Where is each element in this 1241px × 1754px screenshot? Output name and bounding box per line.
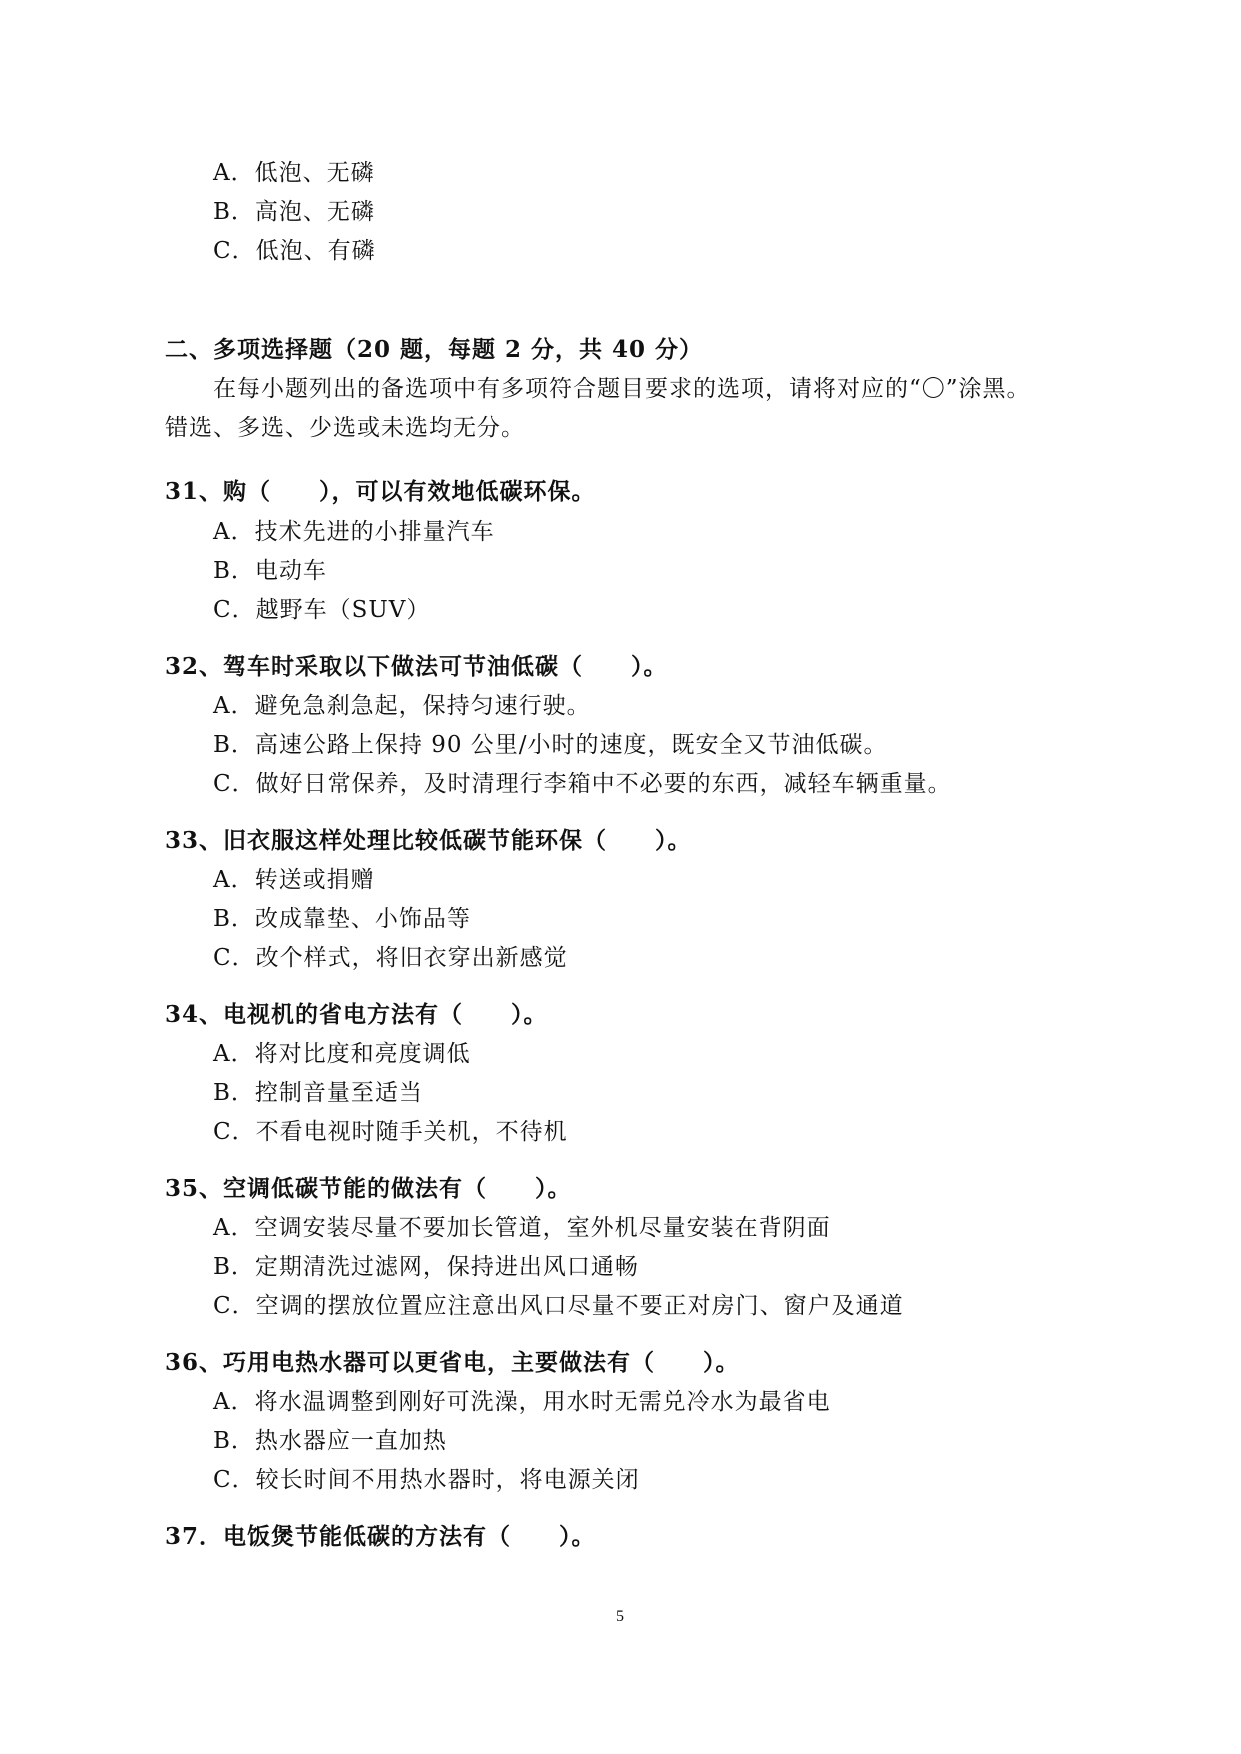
question-33-option-b: B．改成靠垫、小饰品等: [213, 906, 471, 932]
question-34-option-c: C．不看电视时随手关机，不待机: [213, 1119, 568, 1145]
question-34-option-b: B．控制音量至适当: [213, 1080, 423, 1106]
question-36: 36、巧用电热水器可以更省电，主要做法有（ ）。: [165, 1349, 740, 1376]
top-option-c: C．低泡、有磷: [213, 238, 376, 264]
section-heading: 二、多项选择题（20 题，每题 2 分，共 40 分）: [165, 336, 704, 363]
question-32: 32、驾车时采取以下做法可节油低碳（ ）。: [165, 653, 668, 680]
page-number: 5: [616, 1608, 624, 1625]
question-35: 35、空调低碳节能的做法有（ ）。: [165, 1175, 572, 1202]
question-31-option-c: C．越野车（SUV）: [213, 597, 431, 623]
question-33: 33、旧衣服这样处理比较低碳节能环保（ ）。: [165, 827, 692, 854]
question-35-option-a: A．空调安装尽量不要加长管道，室外机尽量安装在背阴面: [213, 1215, 831, 1241]
top-option-a: A．低泡、无磷: [213, 160, 375, 186]
question-31-option-b: B．电动车: [213, 558, 327, 584]
question-36-option-c: C．较长时间不用热水器时，将电源关闭: [213, 1467, 640, 1493]
question-31-option-a: A．技术先进的小排量汽车: [213, 519, 495, 545]
question-37: 37．电饭煲节能低碳的方法有（ ）。: [165, 1523, 596, 1550]
question-34-option-a: A．将对比度和亮度调低: [213, 1041, 471, 1067]
section-instruction-line2: 错选、多选、少选或未选均无分。: [165, 415, 525, 441]
question-35-option-c: C．空调的摆放位置应注意出风口尽量不要正对房门、窗户及通道: [213, 1293, 904, 1319]
question-34: 34、电视机的省电方法有（ ）。: [165, 1001, 548, 1028]
question-35-option-b: B．定期清洗过滤网，保持进出风口通畅: [213, 1254, 639, 1280]
question-32-option-b: B．高速公路上保持 90 公里/小时的速度，既安全又节油低碳。: [213, 732, 888, 758]
question-32-option-c: C．做好日常保养，及时清理行李箱中不必要的东西，减轻车辆重量。: [213, 771, 952, 797]
question-36-option-b: B．热水器应一直加热: [213, 1428, 447, 1454]
question-33-option-a: A．转送或捐赠: [213, 867, 375, 893]
section-instruction-line1: 在每小题列出的备选项中有多项符合题目要求的选项，请将对应的“〇”涂黑。: [213, 376, 1031, 402]
question-32-option-a: A．避免急刹急起，保持匀速行驶。: [213, 693, 591, 719]
question-36-option-a: A．将水温调整到刚好可洗澡，用水时无需兑冷水为最省电: [213, 1389, 831, 1415]
question-33-option-c: C．改个样式，将旧衣穿出新感觉: [213, 945, 568, 971]
question-31: 31、购（ ），可以有效地低碳环保。: [165, 478, 596, 505]
top-option-b: B．高泡、无磷: [213, 199, 375, 225]
